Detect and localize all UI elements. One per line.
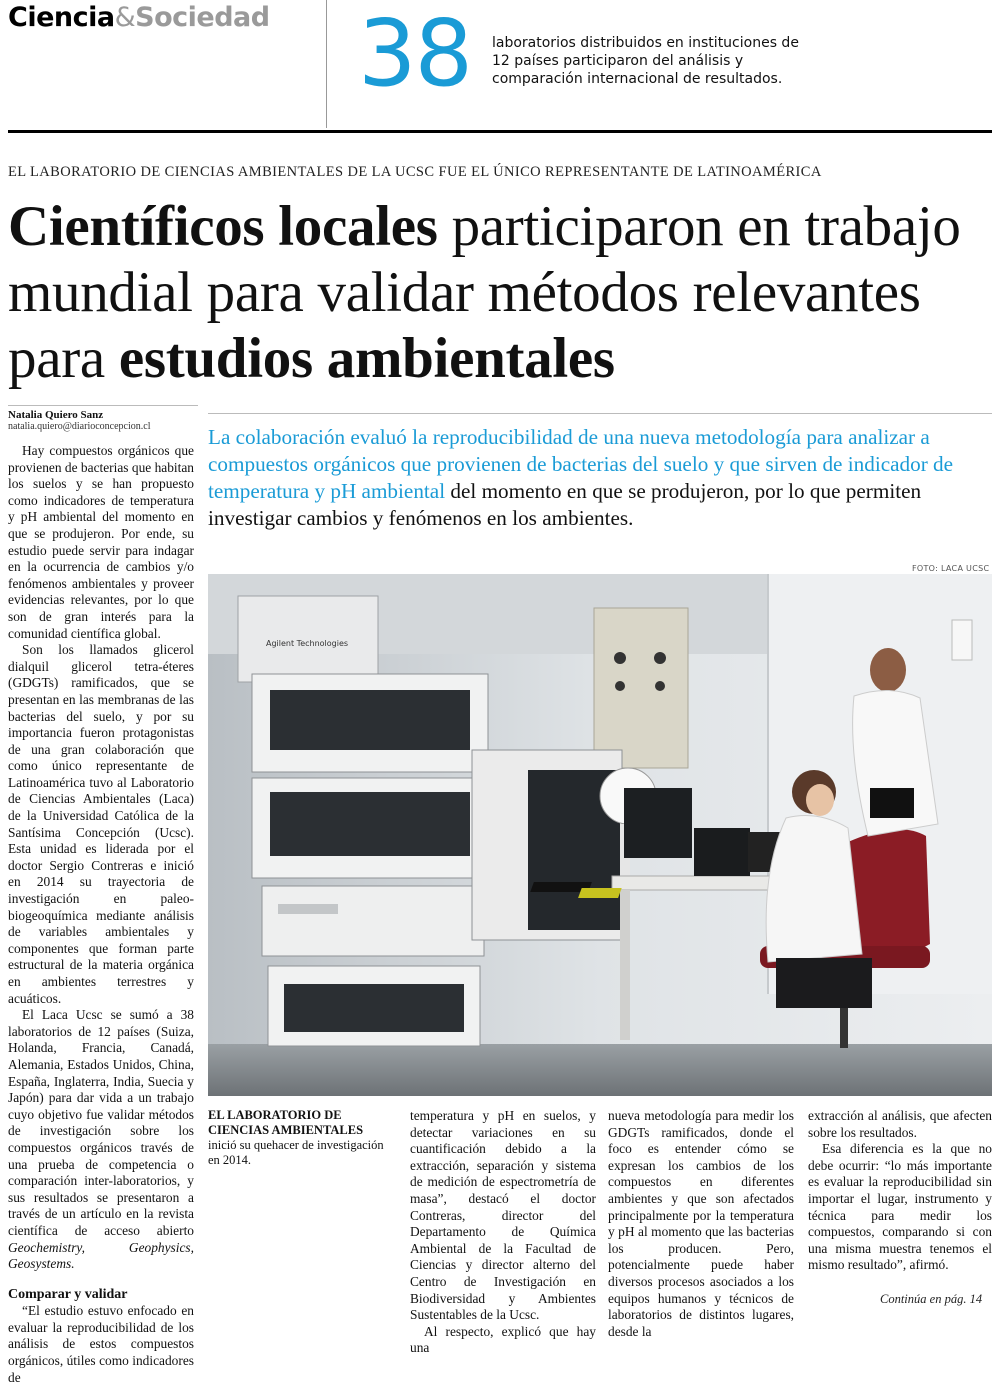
body-column-3 <box>608 1108 794 1340</box>
brand-word-sociedad: Sociedad <box>135 2 270 33</box>
body-paragraph: Son los llamados glicerol dialquil glicerol tetra-éteres (GDGTs) ramificados, que se presentan en las membranas de las bacterias del suelo, y por su importancia fueron protagonistas de una gran colaboración que como único representante de Latinoamérica tuvo al Laboratorio de Ciencias Ambientales (Laca) de la Universidad Católica de la Santísima Concepción (Ucsc). Esta unidad es liderada por el doctor Sergio Contreras e inició en 2014 su trayectoria de investigación en paleo-biogeoquímica mediante análisis de variables ambientales y componentes que forman parte estructural de la materia orgánica en ambientes terrestres y acuáticos. <box>8 642 194 1006</box>
body-paragraph-text: El Laca Ucsc se sumó a 38 laboratorios de 12 países (Suiza, Holanda, Francia, Canadá, Alemania, Estados Unidos, China, España, Inglaterra, India, Suecia y Japón) para dar vida a un trabajo cuyo objetivo fue validar métodos de investigación sobre los compuestos orgánicos través de una prueba de competencia o comparación inter-laboratorios, y sus resultados se presentaron a través de un artículo en la revista científica de acceso abierto <box>8 1007 194 1238</box>
body-paragraph: Hay compuestos orgánicos que provienen de bacterias que habitan los suelos y se han propuesto como indicadores de temperatura y pH ambiental del momento en que se produjeron. Por ende, su estudio puede servir para indagar en la ocurrencia de cambios y/o fenómenos ambientales y proveer evidencias relevantes, por lo que son de gran interés para la comunidad científica global. <box>8 443 194 641</box>
body-paragraph: extracción al análisis, que afecten sobre los resultados. <box>808 1108 992 1140</box>
body-column-1 <box>8 443 194 1386</box>
body-column-4 <box>808 1108 992 1274</box>
deck-highlight: La colaboración evaluó la reproducibilidad de una nueva metodología para analizar a compuestos orgánicos que provienen de bacterias del suelo y que sirven de indicador de temperatura y pH ambiental <box>208 425 954 503</box>
journal-name: Geochemistry, Geophysics, Geosystems. <box>8 1239 194 1272</box>
lab-photo-illustration <box>208 574 992 1096</box>
byline-rule <box>8 405 198 406</box>
highlight-number: 38 <box>358 0 472 107</box>
deck-rule <box>208 413 992 414</box>
header-rule <box>8 130 992 133</box>
equipment-brand-label: Agilent Technologies <box>266 639 349 648</box>
header-divider <box>326 0 327 128</box>
highlight-number-text: laboratorios distribuidos en instituciones de 12 países participaron del análisis y comparación internacional de resultados. <box>492 35 799 87</box>
headline-bold-1: Científicos locales <box>8 195 438 258</box>
body-paragraph <box>8 1007 194 1273</box>
headline-bold-2: estudios ambientales <box>118 327 615 390</box>
section-brand <box>8 2 270 33</box>
body-paragraph: Al respecto, explicó que hay una <box>410 1323 596 1356</box>
lab-photo <box>208 574 992 1096</box>
brand-word-ciencia: Ciencia <box>8 2 115 33</box>
headline-plain: participaron en trabajo mundial para validar métodos relevantes para <box>8 195 961 390</box>
article-deck <box>208 424 992 532</box>
author-email[interactable]: natalia.quiero@diarioconcepcion.cl <box>8 421 151 432</box>
article-headline <box>8 194 998 392</box>
photo-credit: FOTO: LACA UCSC <box>912 564 990 573</box>
body-paragraph: nueva metodología para medir los GDGTs ramificados, donde el foco es entender cómo se expresan los cambios de los compuestos en diferentes ambientes y que son afectados principalmente por la temperatura y pH al momento que las bacterias los producen. Pero, potencialmente puede haber diversos procesos asociados a los equipos humanos y técnicos de laboratorios de distintos lugares, desde la <box>608 1108 794 1339</box>
caption-text: inició su quehacer de investigación en 2014. <box>208 1138 384 1167</box>
body-column-2 <box>410 1108 596 1357</box>
author-name: Natalia Quiero Sanz <box>8 409 104 421</box>
deck-text: del momento en que se produjeron, por lo que permiten investigar cambios y fenómenos en los ambientes. <box>208 479 922 530</box>
article-kicker: EL LABORATORIO DE CIENCIAS AMBIENTALES DE LA UCSC FUE EL ÚNICO REPRESENTANTE DE LATINOAMÉRICA <box>8 164 822 180</box>
subheading: Comparar y validar <box>8 1286 128 1302</box>
brand-ampersand: & <box>114 2 136 33</box>
caption-bold: EL LABORATORIO DE CIENCIAS AMBIENTALES <box>208 1108 364 1137</box>
body-paragraph: temperatura y pH en suelos, y detectar variaciones en su cuantificación debido a la extracción, separación y sistema de medición de espectrometría de masa”, destacó el doctor Contreras, director del Departamento de Química Ambiental de la Facultad de Ciencias y director alterno del Centro de Investigación en Biodiversidad y Ambientes Sustentables de la Ucsc. <box>410 1108 596 1323</box>
photo-caption <box>208 1108 398 1168</box>
continued-on-page[interactable]: Continúa en pág. 14 <box>880 1292 983 1306</box>
body-paragraph: Esa diferencia es la que no debe ocurrir: “lo más importante es evaluar la reproducibilidad sin importar el lugar, instrumento y técnica para medir los compuestos, comparando si con una misma muestra tenemos el mismo resultado”, afirmó. <box>808 1141 992 1273</box>
body-paragraph: “El estudio estuvo enfocado en evaluar la reproducibilidad de los análisis de estos compuestos orgánicos, útiles como indicadores de <box>8 1303 194 1385</box>
